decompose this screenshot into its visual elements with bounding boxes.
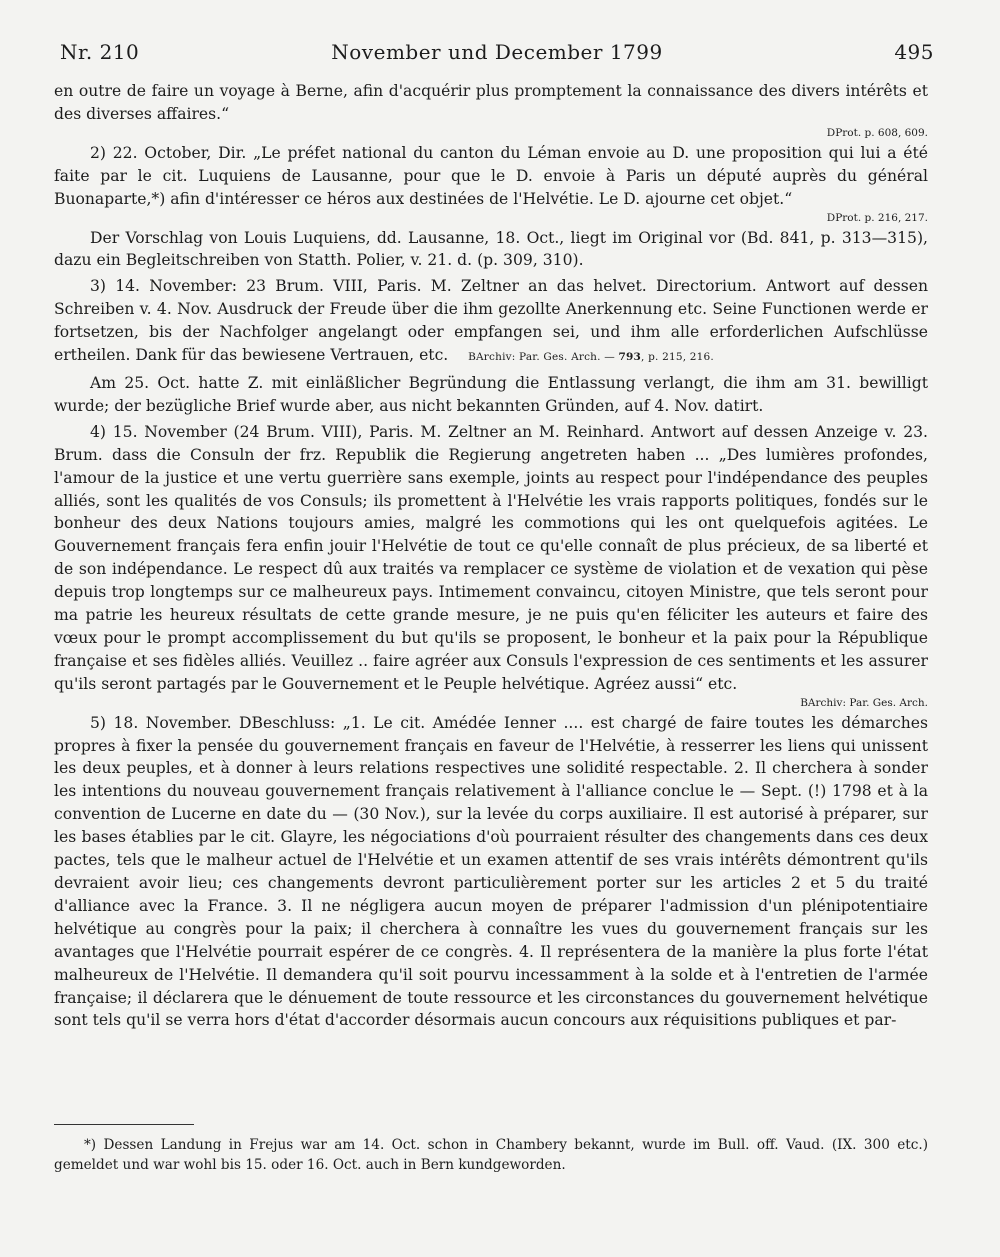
paragraph bbox=[54, 80, 928, 126]
page-header bbox=[60, 40, 934, 68]
footnote-text: *) Dessen Landung in Frejus war am 14. Oct. schon in Chambery bekannt, wurde im Bull. off. Vaud. (IX. 300 etc.) gemeldet und war wohl bis 15. oder 16. Oct. auch in Bern kundgeworden. bbox=[54, 1137, 928, 1173]
footnote-divider bbox=[54, 1124, 194, 1125]
paragraph-text: en outre de faire un voyage à Berne, afin d'acquérir plus promptement la connaissance des divers intérêts et des diverses affaires.“ bbox=[54, 82, 928, 123]
source-pages: , p. 215, 216. bbox=[641, 351, 714, 364]
paragraph bbox=[54, 372, 928, 418]
footnote bbox=[54, 1135, 928, 1175]
paragraph bbox=[54, 275, 928, 369]
paragraph-text: 5) 18. November. DBeschluss: „1. Le cit. Amédée Ienner .... est chargé de faire toutes les démarches propres à fixer la pensée du gouvernement français en faveur de l'Helvétie, à resserrer les liens qui unissent les deux peuples, et à donner à leurs relations respectives une solidité respectable. 2. Il cherchera à sonder les intentions du nouveau gouvernement français relativement à l'alliance conclue le — Sept. (!) 1798 et à la convention de Lucerne en date du — (30 Nov.), sur la levée du corps auxiliaire. Il est autorisé à préparer, sur les bases établies par le cit. Glayre, les négociations d'où pourraient résulter des changements dans ces deux pactes, tels que le malheur actuel de l'Helvétie et un examen attentif de ses vrais intérêts démontrent qu'ils devraient avoir lieu; ces changements devront particulièrement porter sur les articles 2 et 5 du traité d'alliance avec la France. 3. Il ne négligera aucun moyen de préparer l'admission d'un plénipotentiaire helvétique au congrès pour la paix; il cherchera à connaître les vues du gouvernement français sur les avantages que l'Helvétie pourrait espérer de ce congrès. 4. Il représentera de la manière la plus forte l'état malheureux de l'Helvétie. Il demandera qu'il soit pourvu incessamment à la solde et à l'entretien de l'armée française; il déclarera que le dénuement de toute ressource et les circonstances du gouvernement helvétique sont tels qu'il se verra hors d'état d'accorder désormais aucun concours aux réquisitions publiques et par- bbox=[54, 713, 928, 1030]
paragraph-text: 3) 14. November: 23 Brum. VIII, Paris. M. Zeltner an das helvet. Directorium. Antwort auf dessen Schreiben v. 4. Nov. Ausdruck der Freude über die ihm gezollte Anerkennung etc. Seine Functionen werde er fortsetzen, bis der Nachfolger angelangt oder empfangen sei, und ihm alle erforderlichen Aufschlüsse ertheilen. Dank für das bewiesene Vertrauen, etc. bbox=[54, 277, 928, 365]
source-reference: BArchiv: Par. Ges. Arch. bbox=[800, 696, 928, 709]
paragraph-text: Am 25. Oct. hatte Z. mit einläßlicher Begründung die Entlassung verlangt, die ihm am 31. bewilligt wurde; der bezügliche Brief wurde aber, aus nicht bekannten Gründen, auf 4. Nov. datirt. bbox=[54, 373, 928, 415]
paragraph bbox=[54, 421, 928, 696]
paragraph bbox=[54, 712, 928, 1033]
running-title: November und December 1799 bbox=[331, 40, 663, 64]
paragraph-text: Der Vorschlag von Louis Luquiens, dd. Lausanne, 18. Oct., liegt im Original vor (Bd. 841, p. 313—315), dazu ein Begleitschreiben von Statth. Polier, v. 21. d. (p. 309, 310). bbox=[54, 228, 928, 270]
source-reference: DProt. p. 608, 609. bbox=[826, 126, 928, 139]
source-volume: 793 bbox=[618, 351, 641, 364]
document-number: Nr. 210 bbox=[60, 40, 140, 64]
paragraph-text: 2) 22. October, Dir. „Le préfet national du canton du Léman envoie au D. une proposition qui lui a été faite par le cit. Luquiens de Lausanne, pour que le D. envoie à Paris un député auprès du général Buonaparte,*) afin d'intéresser ce héros aux destinées de l'Helvétie. Le D. ajourne cet objet.“ bbox=[54, 143, 928, 208]
source-reference: DProt. p. 216, 217. bbox=[826, 211, 928, 224]
page-number: 495 bbox=[894, 40, 934, 64]
paragraph bbox=[54, 227, 928, 273]
source-archive: BArchiv: Par. Ges. Arch. — bbox=[468, 351, 619, 364]
paragraph-text: 4) 15. November (24 Brum. VIII), Paris. M. Zeltner an M. Reinhard. Antwort auf dessen Anzeige v. 23. Brum. dass die Consuln der frz. Republik die Regierung angetreten haben ... „Des lumières profondes, l'amour de la justice et une vertu guerrière sans exemple, joints au respect pour l'indépendance des peuples alliés, sont les qualités de vos Consuls; ils promettent à l'Helvétie les vrais rapports politiques, fondés sur le bonheur des deux Nations toujours amies, malgré les commotions qui les ont quelquefois agitées. Le Gouvernement français fera enfin jouir l'Helvétie de tout ce qu'elle connaît de plus précieux, de sa liberté et de son indépendance. Le respect dû aux traités va remplacer ce système de violation et de vexation qui pèse depuis trop longtemps sur ce malheureux pays. Intimement convaincu, citoyen Ministre, que tels seront pour ma patrie les heureux résultats de cette grande mesure, je ne puis qu'en féliciter les auteurs et faire des vœux pour le prompt accomplissement du but qu'ils se proposent, le bonheur et la paix pour la République française et ses fidèles alliés. Veuillez .. faire agréer aux Consuls l'expression de ces sentiments et les assurer qu'ils seront partagés par le Gouvernement et le Peuple helvétique. Agréez aussi“ etc. bbox=[54, 422, 928, 693]
paragraph bbox=[54, 142, 928, 211]
source-reference bbox=[468, 351, 714, 363]
body-text bbox=[54, 80, 928, 1035]
